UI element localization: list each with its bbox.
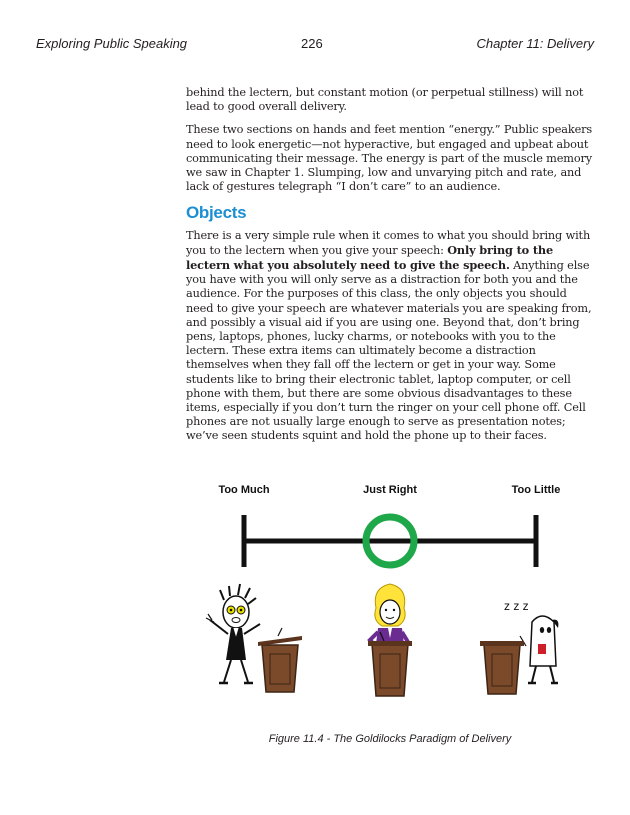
hyperactive-speaker-icon — [206, 584, 260, 683]
sleep-text: z z z — [504, 599, 529, 613]
scale-line — [244, 515, 536, 567]
goldilocks-figure — [186, 460, 594, 730]
figure-illustration — [186, 460, 594, 730]
podium-left-icon — [258, 628, 302, 692]
label-too-much: Too Much — [218, 484, 270, 496]
paragraph-text: There is a very simple rule when it comes to what you should bring with you to the lectern when you give your speech: — [186, 228, 591, 257]
paragraph: These two sections on hands and feet mention “energy.” Public speakers need to look energetic—not hyperactive, but engaged and upbeat about communicating their message. The energy is part of the muscle memory we saw in Chapter 1. Slumping, low and unvarying pitch and rate, and lack of gestures telegraph “I don’t care” to an audience. — [186, 123, 593, 194]
label-just-right: Just Right — [363, 484, 417, 496]
podium-right-icon — [480, 641, 524, 694]
balanced-speaker-icon — [370, 584, 408, 646]
sleepy-speaker-icon — [520, 616, 558, 683]
chapter-title: Chapter 11: Delivery — [476, 36, 594, 51]
book-title: Exploring Public Speaking — [36, 36, 188, 51]
paragraph-text: Anything else you have with you will only serve as a distraction for both you and the audience. For the purposes of this class, the only objects you should need to give your speech are whatever materials you are speaking from, and possibly a visual aid if you are using one. Beyond that, don’t bring pens, laptops, phones, lucky charms, or notebooks with you to the lectern. These extra items can ultimately become a distraction themselves when they fall off the lectern or get in your way. Some students like to bring their electronic tablet, laptop computer, or cell phone with them, but there are some obvious disadvantages to these items, especially if you don’t turn the ringer on your cell phone off. Cell phones are not usually large enough to serve as presentation notes; we’ve seen students squint and hold the phone up to their faces. — [186, 259, 592, 443]
section-heading: Objects — [186, 203, 247, 223]
page-number: 226 — [301, 36, 323, 51]
paragraph: behind the lectern, but constant motion (or perpetual stillness) will not lead to good overall delivery. — [186, 86, 584, 114]
figure-caption: Figure 11.4 - The Goldilocks Paradigm of Delivery — [268, 733, 512, 745]
emphasis-text: Only bring to the lectern what you absolutely need to give the speech. — [186, 242, 553, 273]
podium-center-icon — [368, 632, 412, 696]
page-header — [36, 36, 594, 54]
body-text — [186, 86, 594, 453]
label-too-little: Too Little — [511, 484, 561, 496]
paragraph — [186, 229, 594, 444]
